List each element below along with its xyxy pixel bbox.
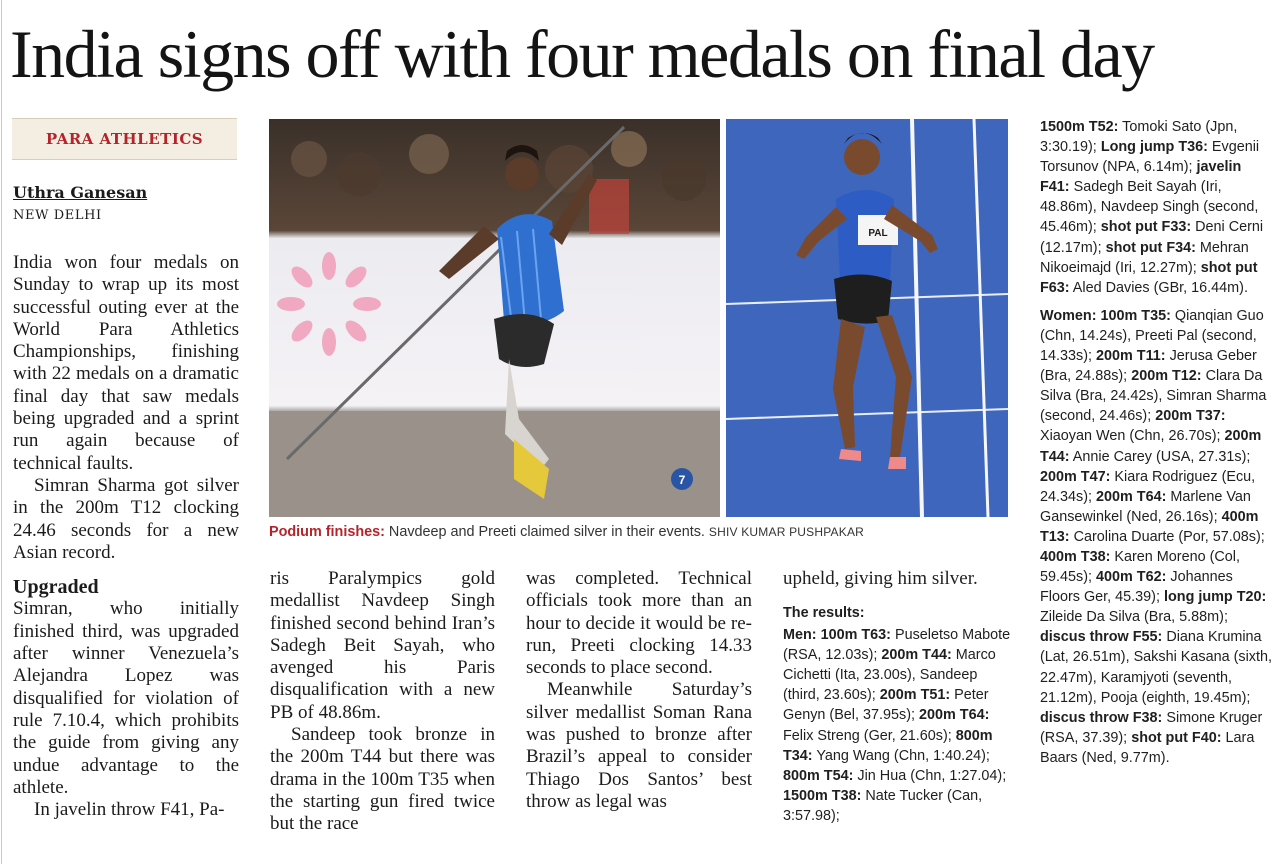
result-detail: Jin Hua (Chn, 1:27.04);: [853, 767, 1007, 784]
result-event: 200m T64:: [918, 707, 990, 724]
photo-bib-text: PAL: [868, 228, 888, 239]
result-event: 400m T13:: [1040, 508, 1259, 545]
results-heading: The results:: [783, 605, 865, 621]
result-event: Long jump T36:: [1100, 139, 1208, 156]
result-detail: Sadegh Beit Sayah (Iri, 48.86m), Navdeep Singh (second, 45.46m);: [1040, 179, 1259, 236]
result-detail: Marco Cichetti (Ita, 23.00s), Sandeep (third, 23.60s);: [783, 647, 996, 704]
result-detail: Peter Genyn (Bel, 37.95s);: [783, 687, 989, 724]
result-event: discus throw F55:: [1040, 629, 1163, 646]
story-paragraph: Meanwhile Saturday’s silver medallist Soman Rana was pushed to bronze after Brazil’s appeal to consider Thiago Dos Santos’ best throw as legal was: [526, 679, 752, 812]
result-detail: Lara Baars (Ned, 9.77m).: [1040, 729, 1255, 766]
result-event: shot put F40:: [1131, 729, 1222, 746]
results-column-2: [1040, 117, 1272, 768]
result-event: 1500m T38:: [783, 787, 862, 804]
result-event: 200m T47:: [1040, 468, 1111, 485]
story-paragraph: Sandeep took bronze in the 200m T44 but there was drama in the 100m T35 when the starting gun fired twice but the race: [270, 724, 495, 835]
result-event: 200m T51:: [879, 687, 951, 704]
result-detail: Xiaoyan Wen (Chn, 26.70s);: [1040, 428, 1225, 445]
column-rule: [1, 0, 2, 864]
result-event: long jump T20:: [1163, 589, 1267, 606]
result-event: 800m T34:: [783, 727, 993, 764]
headline: India signs off with four medals on final day: [10, 16, 1154, 92]
result-event: shot put F63:: [1040, 259, 1258, 296]
result-event: discus throw F38:: [1040, 709, 1163, 726]
story-column-3: [526, 568, 752, 813]
result-detail: Marlene Van Gansewinkel (Ned, 26.16s);: [1040, 488, 1251, 525]
story-paragraph: Simran Sharma got silver in the 200m T12 clocking 24.46 seconds for a new Asian record.: [13, 474, 239, 563]
result-event: shot put F33:: [1100, 219, 1192, 236]
result-event: Women: 100m T35:: [1040, 307, 1171, 324]
javelin-photo-image: [269, 119, 720, 517]
result-detail: Nate Tucker (Can, 3:57.98);: [783, 787, 983, 824]
sprinter-photo-image: [726, 119, 1008, 517]
result-detail: Deni Cerni (12.17m);: [1040, 219, 1264, 256]
result-detail: Karen Moreno (Col, 59.45s);: [1040, 548, 1240, 586]
results-men-part2: [1040, 117, 1272, 298]
dateline: NEW DELHI: [13, 208, 102, 223]
result-event: 200m T44:: [1040, 428, 1262, 465]
result-detail: Annie Carey (USA, 27.31s);: [1069, 448, 1251, 465]
section-kicker: PARA ATHLETICS: [12, 118, 237, 160]
story-paragraph: India won four medals on Sunday to wrap up its most successful outing ever at the World Para Athletics Championships, finishing with 22 medals on a dramatic final day that saw medals being upgraded and a sprint run again because of technical faults.: [13, 252, 239, 474]
result-detail: Yang Wang (Chn, 1:40.24);: [812, 747, 990, 764]
story-subhead: Upgraded: [13, 576, 99, 599]
story-paragraph: was completed. Technical officials took more than an hour to decide it would be re-run, Preeti clocking 14.33 seconds to place second.: [526, 568, 752, 679]
result-detail: Evgenii Torsunov (NPA, 6.14m);: [1040, 139, 1260, 176]
result-detail: Simone Kruger (RSA, 37.39);: [1040, 709, 1263, 746]
results-men-part1: [783, 625, 1013, 826]
story-paragraph: ris Paralympics gold medallist Navdeep Singh finished second behind Iran’s Sadegh Beit Sayah, who avenged his Paris disqualification with a new PB of 48.86m.: [270, 568, 495, 723]
byline[interactable]: Uthra Ganesan: [13, 183, 148, 202]
result-event: 200m T64:: [1096, 488, 1167, 505]
result-detail: Jerusa Geber (Bra, 24.88s);: [1040, 348, 1257, 385]
result-event: 200m T37:: [1155, 408, 1226, 425]
story-column-1: [13, 252, 239, 821]
sprinter-photo: [726, 119, 1008, 517]
result-detail: Tomoki Sato (Jpn, 3:30.19);: [1040, 119, 1238, 156]
photo-credit: SHIV KUMAR PUSHPAKAR: [708, 525, 865, 539]
result-detail: Mehran Nikoeimajd (Iri, 12.27m);: [1040, 239, 1249, 276]
result-event: javelin F41:: [1040, 159, 1242, 196]
result-detail: Puseletso Mabote (RSA, 12.03s);: [783, 627, 1011, 664]
results-women: [1040, 306, 1272, 768]
result-event: 400m T38:: [1040, 548, 1111, 565]
result-detail: Clara Da Silva (Bra, 24.42s), Simran Sharma (second, 24.46s);: [1040, 368, 1267, 425]
result-detail: Aled Davies (GBr, 16.44m).: [1069, 279, 1248, 296]
result-detail: Kiara Rodriguez (Ecu, 24.34s);: [1040, 468, 1256, 505]
caption-text: Navdeep and Preeti claimed silver in their events.: [384, 524, 705, 540]
result-detail: Diana Krumina (Lat, 26.51m), Sakshi Kasana (sixth, 22.47m), Karamjyoti (seventh, 21.12m), Pooja (eighth, 19.45m);: [1040, 629, 1272, 706]
photo-caption: [269, 524, 1009, 540]
result-event: 400m T62:: [1096, 569, 1167, 586]
photo-bib-number: 7: [678, 473, 686, 487]
result-detail: Felix Streng (Ger, 21.60s);: [783, 727, 956, 744]
result-detail: Zileide Da Silva (Bra, 5.88m);: [1040, 609, 1228, 626]
result-event: 200m T11:: [1096, 348, 1166, 365]
result-event: 800m T54:: [783, 767, 854, 784]
result-event: 200m T12:: [1131, 368, 1202, 385]
story-column-2: [270, 568, 495, 836]
result-event: 200m T44:: [881, 647, 952, 664]
result-detail: Johannes Floors Ger, 45.39);: [1040, 569, 1233, 606]
story-paragraph: upheld, giving him silver.: [783, 568, 978, 589]
result-event: Men: 100m T63:: [783, 627, 891, 644]
javelin-photo: [269, 119, 720, 517]
result-event: shot put F34:: [1105, 239, 1196, 256]
story-paragraph: In javelin throw F41, Pa-: [34, 799, 225, 821]
results-column-1: [783, 568, 1013, 826]
caption-lead: Podium finishes:: [269, 524, 385, 540]
result-event: 1500m T52:: [1040, 119, 1119, 135]
result-detail: Carolina Duarte (Por, 57.08s);: [1069, 528, 1265, 545]
story-paragraph: Simran, who initially finished third, was upgraded after winner Venezuela’s Alejandra Lopez was disqualified for violation of rule 7.10.4, which prohibits the guide from giving any undue advantage to the athlete.: [13, 598, 239, 798]
result-detail: Qianqian Guo (Chn, 14.24s), Preeti Pal (second, 14.33s);: [1040, 307, 1264, 365]
